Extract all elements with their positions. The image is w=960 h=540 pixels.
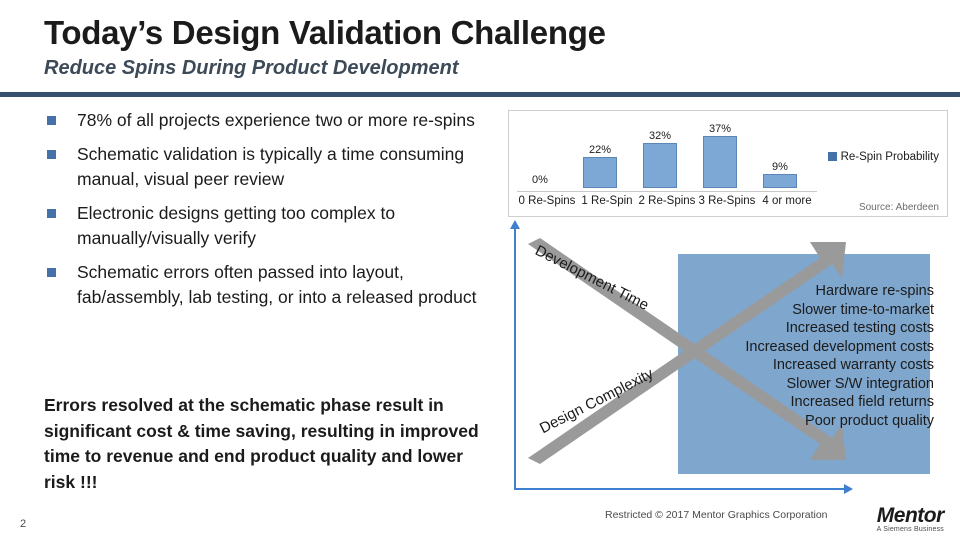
bullet-list <box>44 108 499 319</box>
bullet-square-icon <box>47 116 56 125</box>
page-subtitle: Reduce Spins During Product Development <box>44 57 459 79</box>
list-item-text: Schematic validation is typically a time consuming manual, visual peer review <box>77 144 465 189</box>
axis-tick-label: 3 Re-Spins <box>698 195 756 207</box>
logo-wordmark: Mentor <box>876 504 944 527</box>
axis-tick-label: 2 Re-Spins <box>638 195 696 207</box>
bar <box>703 136 737 188</box>
vertical-axis <box>514 228 516 490</box>
complexity-time-diagram <box>500 222 948 500</box>
bullet-square-icon <box>47 209 56 218</box>
page-title: Today’s Design Validation Challenge <box>44 14 606 51</box>
bar-group <box>639 130 681 188</box>
bar-value-label: 37% <box>708 123 732 135</box>
respin-probability-chart <box>508 110 948 217</box>
list-item <box>44 201 499 251</box>
list-item-text: Electronic designs getting too complex to manually/visually verify <box>77 203 396 248</box>
list-item: Poor product quality <box>805 412 934 429</box>
bullet-square-icon <box>47 268 56 277</box>
horizontal-axis <box>514 488 844 490</box>
chart-plot-area <box>519 116 809 188</box>
bar-group <box>579 144 621 188</box>
chart-category-axis <box>517 191 817 207</box>
header-divider <box>0 92 960 97</box>
list-item <box>44 142 499 192</box>
chart-source-note: Source: Aberdeen <box>858 202 939 213</box>
bar-group <box>519 174 561 188</box>
list-item-text: 78% of all projects experience two or more re-spins <box>77 110 475 130</box>
chart-legend <box>828 151 939 163</box>
bar-value-label: 9% <box>772 161 788 173</box>
list-item: Increased field returns <box>790 394 934 410</box>
bar <box>523 187 557 188</box>
axis-label-design-complexity: Design Complexity <box>537 365 657 438</box>
list-item-text: Schematic errors often passed into layout, fab/assembly, lab testing, or into a released product <box>77 262 477 307</box>
footer-copyright: Restricted © 2017 Mentor Graphics Corporation <box>605 509 828 521</box>
list-item: Slower time-to-market <box>792 301 934 318</box>
legend-label: Re-Spin Probability <box>840 151 939 163</box>
axis-tick-label: 0 Re-Spins <box>518 195 576 207</box>
bar-value-label: 32% <box>648 130 672 142</box>
closing-statement: Errors resolved at the schematic phase result in significant cost & time saving, resulting in improved time to revenue and end product quality and lower risk !!! <box>44 395 479 492</box>
axis-label-development-time: Development Time <box>532 242 652 314</box>
list-item: Slower S/W integration <box>786 375 934 392</box>
bar-group <box>759 161 801 188</box>
list-item: Increased warranty costs <box>772 357 934 373</box>
list-item <box>44 260 499 310</box>
bar <box>763 174 797 188</box>
bar-value-label: 22% <box>588 144 612 156</box>
legend-swatch-icon <box>828 152 837 161</box>
bullet-square-icon <box>47 150 56 159</box>
consequences-list <box>704 282 934 430</box>
bar <box>643 143 677 188</box>
list-item: Increased testing costs <box>785 320 934 336</box>
logo-tagline: A Siemens Business <box>876 526 944 533</box>
list-item: Increased development costs <box>745 338 934 355</box>
bar <box>583 157 617 188</box>
axis-tick-label: 4 or more <box>762 195 812 207</box>
company-logo <box>877 505 944 533</box>
list-item <box>44 108 499 133</box>
bar-value-label: 0% <box>532 174 548 186</box>
page-number: 2 <box>20 518 27 530</box>
list-item: Hardware re-spins <box>815 283 934 299</box>
bar-group <box>699 123 741 188</box>
axis-tick-label: 1 Re-Spin <box>581 195 633 207</box>
